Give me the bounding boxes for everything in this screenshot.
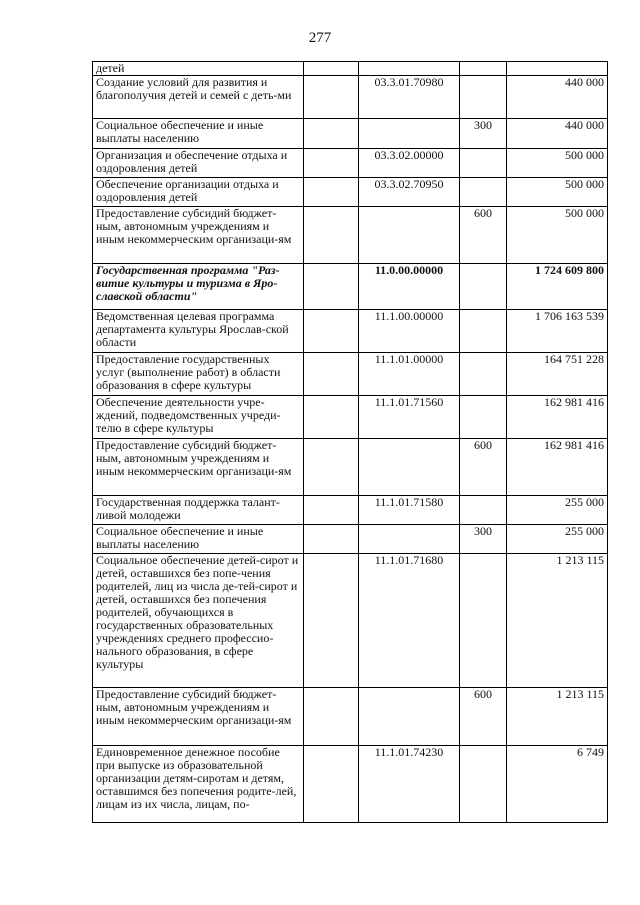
row-name-cell: Социальное обеспечение и иные выплаты населению	[93, 119, 304, 149]
row-code-cell: 03.3.02.00000	[359, 149, 460, 178]
row-empty-cell	[304, 746, 359, 823]
row-type-cell	[460, 310, 507, 353]
row-type-cell	[460, 746, 507, 823]
budget-table	[92, 61, 608, 823]
row-amount-cell: 162 981 416	[507, 396, 608, 439]
row-type-cell: 600	[460, 439, 507, 496]
row-name-cell: Единовременное денежное пособие при выпуске из образовательной организации детям-сиротам и детям, оставшимся без попечения родите-лей, лицам из их числа, лицам, по-	[93, 746, 304, 823]
row-code-cell: 03.3.02.70950	[359, 178, 460, 207]
row-empty-cell	[304, 525, 359, 554]
row-code-cell	[359, 62, 460, 76]
row-empty-cell	[304, 439, 359, 496]
row-code-cell	[359, 525, 460, 554]
row-name-cell: Государственная программа "Раз-витие культуры и туризма в Яро-славской области"	[93, 264, 304, 310]
row-code-cell: 11.1.01.71680	[359, 554, 460, 688]
row-code-cell	[359, 207, 460, 264]
row-amount-cell: 162 981 416	[507, 439, 608, 496]
row-name-cell: Создание условий для развития и благополучия детей и семей с деть-ми	[93, 76, 304, 119]
row-amount-cell: 255 000	[507, 496, 608, 525]
table-row	[93, 439, 608, 496]
row-code-cell	[359, 439, 460, 496]
row-amount-cell: 500 000	[507, 207, 608, 264]
row-code-cell: 11.1.01.71580	[359, 496, 460, 525]
row-amount-cell: 1 213 115	[507, 554, 608, 688]
row-code-cell: 11.1.00.00000	[359, 310, 460, 353]
table-row	[93, 688, 608, 746]
table-row	[93, 149, 608, 178]
row-name-cell: детей	[93, 62, 304, 76]
row-amount-cell: 6 749	[507, 746, 608, 823]
row-name-cell: Ведомственная целевая программа департамента культуры Ярослав-ской области	[93, 310, 304, 353]
table-row	[93, 264, 608, 310]
row-type-cell: 600	[460, 688, 507, 746]
table-row	[93, 119, 608, 149]
row-code-cell: 11.1.01.71560	[359, 396, 460, 439]
row-amount-cell: 440 000	[507, 76, 608, 119]
page-number: 277	[308, 30, 332, 46]
row-code-cell: 11.0.00.00000	[359, 264, 460, 310]
row-type-cell	[460, 554, 507, 688]
row-code-cell	[359, 119, 460, 149]
budget-table-body	[93, 62, 608, 823]
row-type-cell	[460, 396, 507, 439]
row-empty-cell	[304, 688, 359, 746]
row-amount-cell: 1 213 115	[507, 688, 608, 746]
row-amount-cell: 164 751 228	[507, 353, 608, 396]
row-type-cell	[460, 264, 507, 310]
row-amount-cell: 500 000	[507, 178, 608, 207]
row-code-cell: 11.1.01.74230	[359, 746, 460, 823]
row-type-cell	[460, 76, 507, 119]
row-empty-cell	[304, 310, 359, 353]
table-row	[93, 178, 608, 207]
row-type-cell: 600	[460, 207, 507, 264]
row-empty-cell	[304, 353, 359, 396]
table-row	[93, 310, 608, 353]
table-row	[93, 62, 608, 76]
row-amount-cell	[507, 62, 608, 76]
row-name-cell: Организация и обеспечение отдыха и оздоровления детей	[93, 149, 304, 178]
table-row	[93, 746, 608, 823]
row-code-cell	[359, 688, 460, 746]
row-type-cell	[460, 496, 507, 525]
row-empty-cell	[304, 264, 359, 310]
row-empty-cell	[304, 178, 359, 207]
table-row	[93, 554, 608, 688]
row-amount-cell: 1 706 163 539	[507, 310, 608, 353]
row-empty-cell	[304, 149, 359, 178]
row-name-cell: Предоставление субсидий бюджет-ным, автономным учреждениям и иным некоммерческим организаци-ям	[93, 688, 304, 746]
row-code-cell: 11.1.01.00000	[359, 353, 460, 396]
row-type-cell: 300	[460, 525, 507, 554]
row-name-cell: Предоставление субсидий бюджет-ным, автономным учреждениям и иным некоммерческим организаци-ям	[93, 439, 304, 496]
row-empty-cell	[304, 207, 359, 264]
row-code-cell: 03.3.01.70980	[359, 76, 460, 119]
table-row	[93, 496, 608, 525]
row-name-cell: Предоставление субсидий бюджет-ным, автономным учреждениям и иным некоммерческим организаци-ям	[93, 207, 304, 264]
row-type-cell	[460, 149, 507, 178]
row-empty-cell	[304, 62, 359, 76]
row-name-cell: Социальное обеспечение детей-сирот и детей, оставшихся без попе-чения родителей, лиц из числа де-тей-сирот и детей, оставшихся без попечения родителей, обучающихся в государственных образовательных учреждениях среднего профессио-нального образования, в сфере культуры	[93, 554, 304, 688]
row-type-cell: 300	[460, 119, 507, 149]
table-row	[93, 525, 608, 554]
table-row	[93, 353, 608, 396]
row-empty-cell	[304, 396, 359, 439]
row-empty-cell	[304, 554, 359, 688]
row-name-cell: Обеспечение организации отдыха и оздоровления детей	[93, 178, 304, 207]
row-empty-cell	[304, 76, 359, 119]
row-name-cell: Социальное обеспечение и иные выплаты населению	[93, 525, 304, 554]
row-type-cell	[460, 178, 507, 207]
row-amount-cell: 255 000	[507, 525, 608, 554]
row-type-cell	[460, 353, 507, 396]
row-name-cell: Предоставление государственных услуг (выполнение работ) в области образования в сфере культуры	[93, 353, 304, 396]
row-amount-cell: 1 724 609 800	[507, 264, 608, 310]
table-row	[93, 396, 608, 439]
row-name-cell: Государственная поддержка талант-ливой молодежи	[93, 496, 304, 525]
row-amount-cell: 500 000	[507, 149, 608, 178]
row-type-cell	[460, 62, 507, 76]
row-empty-cell	[304, 496, 359, 525]
row-empty-cell	[304, 119, 359, 149]
table-row	[93, 207, 608, 264]
row-name-cell: Обеспечение деятельности учре-ждений, подведомственных учреди-телю в сфере культуры	[93, 396, 304, 439]
table-row	[93, 76, 608, 119]
row-amount-cell: 440 000	[507, 119, 608, 149]
